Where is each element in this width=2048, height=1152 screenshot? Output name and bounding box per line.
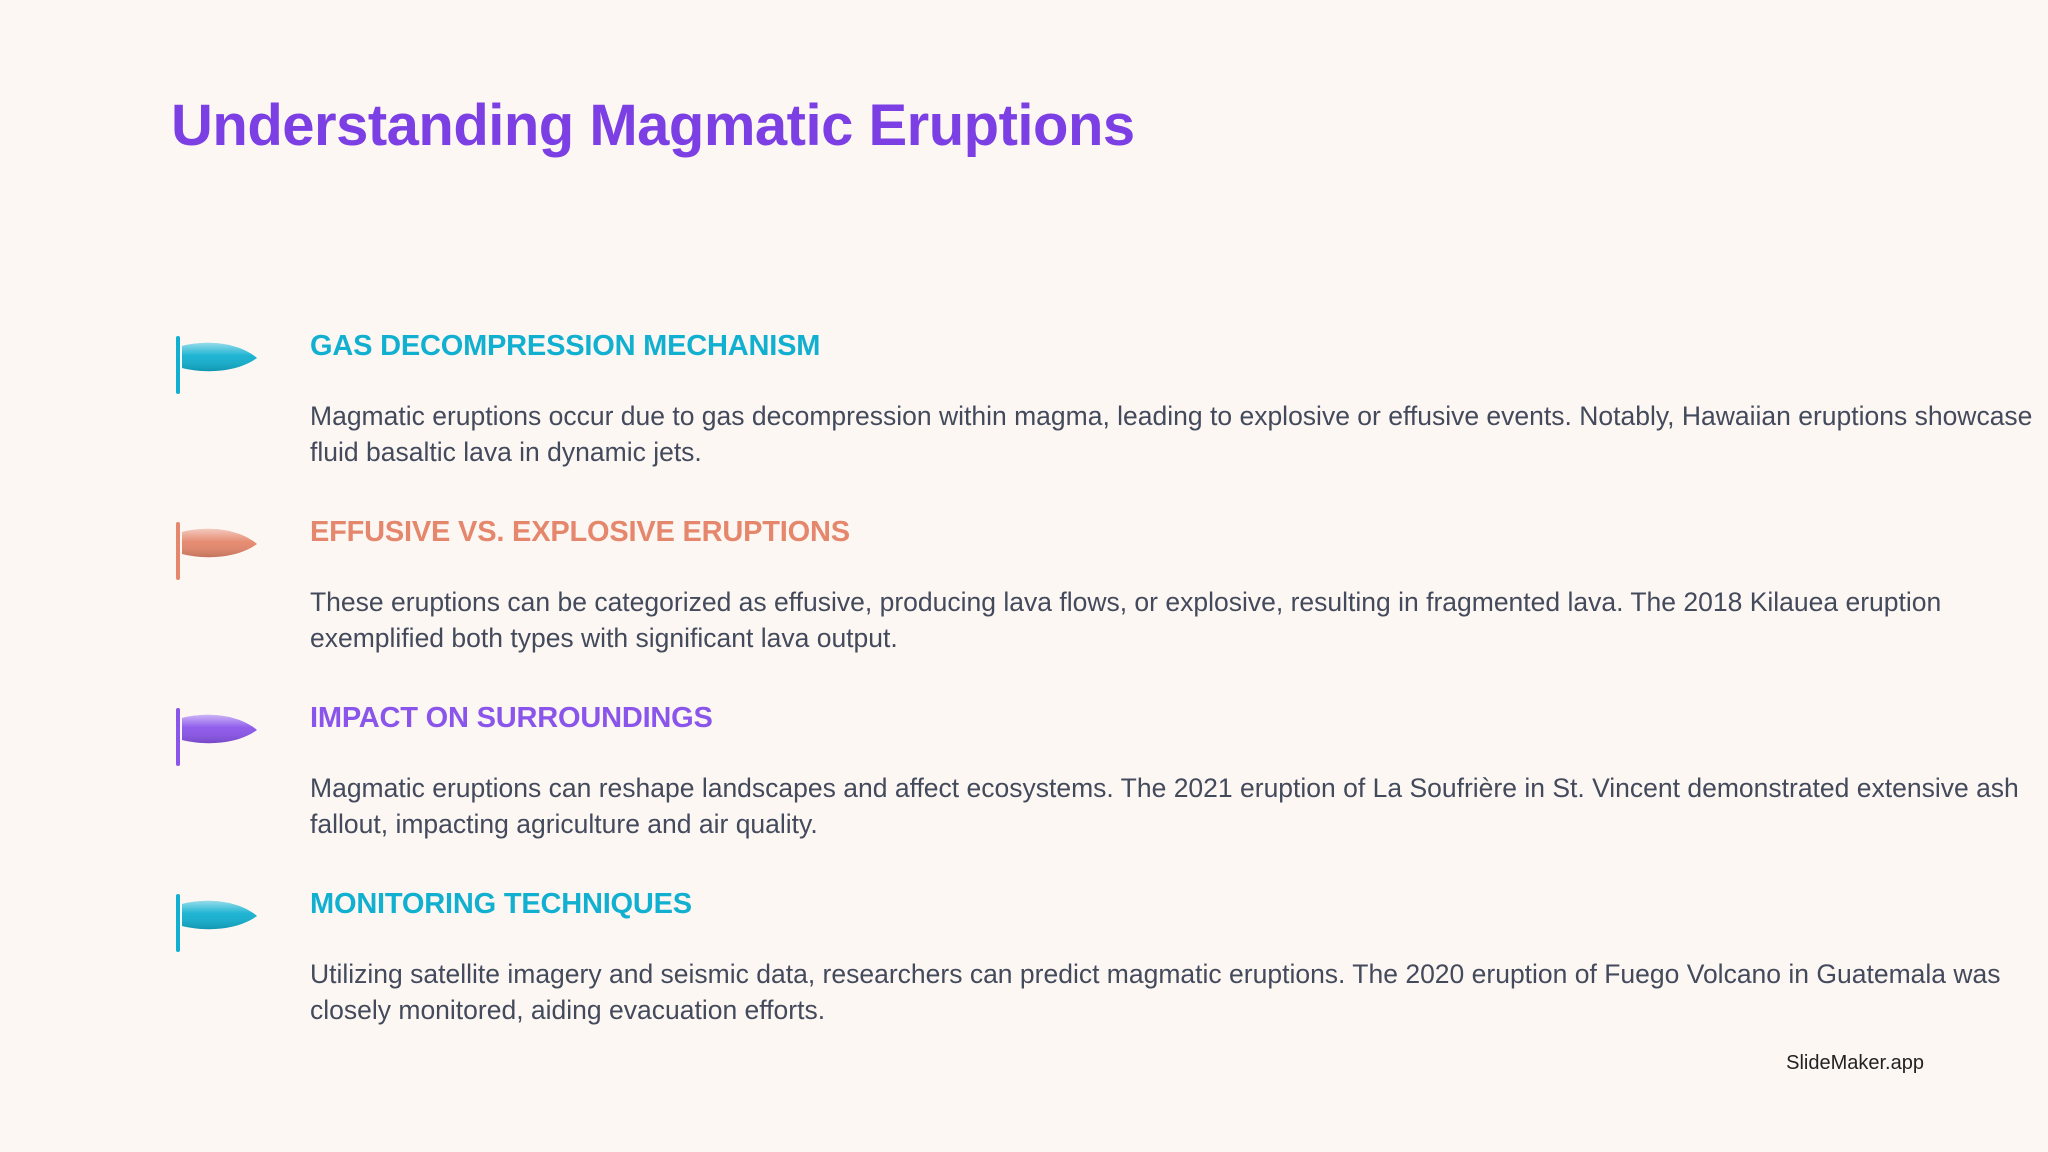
item-body: Utilizing satellite imagery and seismic data, researchers can predict magmatic eruptions. The 2020 eruption of Fuego Volcano in Guatemala was closely monitored, aiding evacuation efforts. [310, 959, 2001, 1025]
flag-pole [176, 708, 180, 766]
item-heading: IMPACT ON SURROUNDINGS [310, 702, 713, 734]
item-heading: EFFUSIVE VS. EXPLOSIVE ERUPTIONS [310, 516, 850, 548]
pennant-flag-icon [176, 330, 260, 394]
flag-pole [176, 522, 180, 580]
flag-shine [182, 901, 257, 929]
flag-shine [182, 529, 257, 557]
item-heading: MONITORING TECHNIQUES [310, 888, 692, 920]
item-body: Magmatic eruptions can reshape landscapes and affect ecosystems. The 2021 eruption of La Soufrière in St. Vincent demonstrated extensive ash fallout, impacting agriculture and air quality. [310, 773, 2019, 839]
item-body: These eruptions can be categorized as effusive, producing lava flows, or explosive, resulting in fragmented lava. The 2018 Kilauea eruption exemplified both types with significant lava output. [310, 587, 1942, 653]
pennant-flag-icon [176, 516, 260, 580]
item-body: Magmatic eruptions occur due to gas decompression within magma, leading to explosive or effusive events. Notably, Hawaiian eruptions showcase fluid basaltic lava in dynamic jets. [310, 401, 2033, 467]
flag-pole [176, 894, 180, 952]
flag-pole [176, 336, 180, 394]
footer-brand: SlideMaker.app [1786, 1052, 1924, 1074]
flag-shine [182, 343, 257, 371]
item-heading: GAS DECOMPRESSION MECHANISM [310, 330, 821, 362]
pennant-flag-icon [176, 888, 260, 952]
flag-shine [182, 715, 257, 743]
pennant-flag-icon [176, 702, 260, 766]
slide-title: Understanding Magmatic Eruptions [171, 93, 1135, 158]
